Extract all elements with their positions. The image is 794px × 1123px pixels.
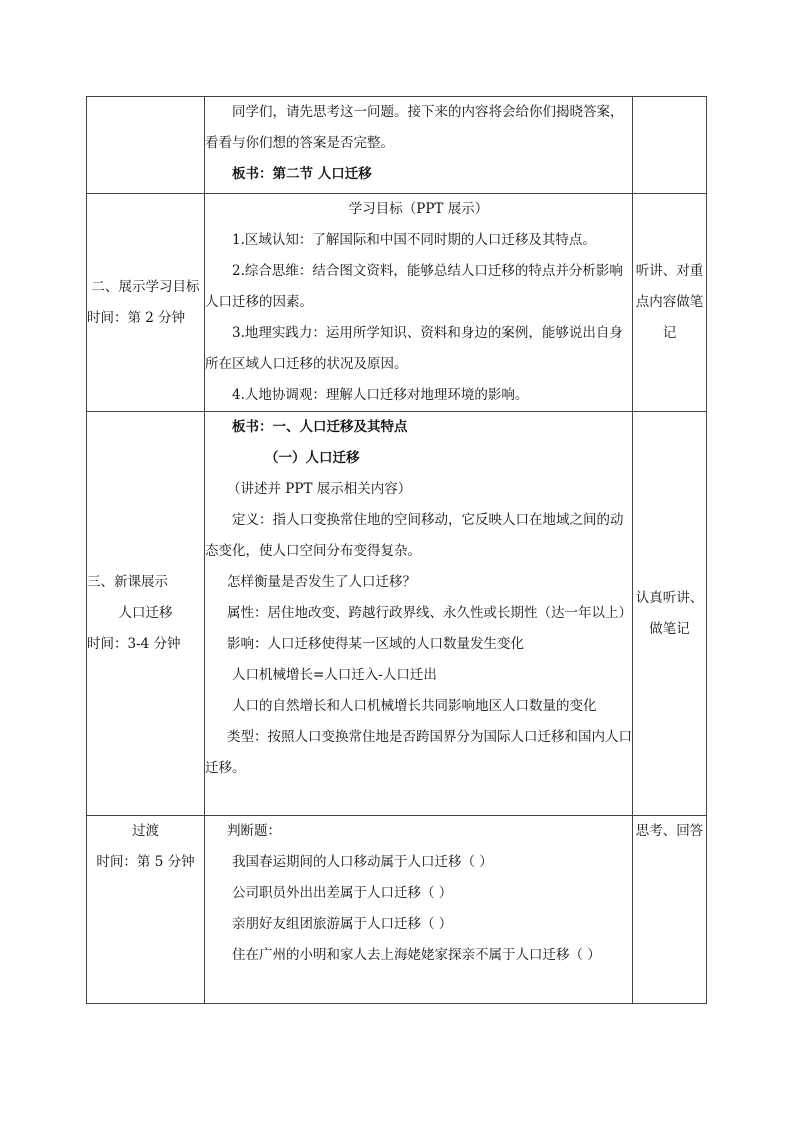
activity-text: 听讲、对重点内容做笔记: [635, 263, 704, 341]
content-cell: [205, 412, 633, 816]
stage-time: 时间：第 5 分钟: [96, 854, 195, 870]
stage-title: 二、展示学习目标: [91, 278, 200, 295]
quiz-item: 住在广州的小明和家人去上海姥姥家探亲不属于人口迁移（ ）: [232, 947, 601, 963]
content-line: 定义：指人口变换常住地的空间移动，它反映人口在地域之间的动态变化，使人口空间分布变得复杂。: [205, 512, 624, 559]
stage-time: 时间：3-4 分钟: [87, 636, 181, 652]
activity-text: 认真听讲、做笔记: [635, 589, 704, 637]
content-line: 影响：人口迁移使得某一区域的人口数量发生变化: [227, 636, 524, 652]
quiz-item: 我国春运期间的人口移动属于人口迁移（ ）: [232, 854, 493, 870]
stage-time: 时间：第 2 分钟: [87, 309, 186, 326]
stage-cell: [87, 97, 205, 194]
table-row: [87, 97, 707, 194]
stage-subtitle: 人口迁移: [118, 605, 173, 621]
lesson-plan-table: [86, 96, 707, 1004]
table-row: [87, 194, 707, 412]
blackboard-heading: 板书：一、人口迁移及其特点: [232, 419, 408, 435]
blackboard-subheading: （一）人口迁移: [265, 450, 360, 466]
activity-cell: [633, 816, 707, 1004]
content-line: （讲述并 PPT 展示相关内容）: [227, 481, 412, 497]
content-line: 1.区域认知：了解国际和中国不同时期的人口迁移及其特点。: [232, 232, 596, 248]
stage-title: 过渡: [132, 823, 159, 839]
content-line: 类型：按照人口变换常住地是否跨国界分为国际人口迁移和国内人口迁移。: [205, 729, 632, 776]
quiz-item: 亲朋好友组团旅游属于人口迁移（ ）: [232, 916, 453, 932]
stage-cell: [87, 412, 205, 816]
content-line: 看看与你们想的答案是否完整。: [205, 135, 394, 151]
content-cell: [205, 97, 633, 194]
table-row: [87, 412, 707, 816]
content-line: 人口的自然增长和人口机械增长共同影响地区人口数量的变化: [232, 698, 597, 714]
blackboard-heading: 板书：第二节 人口迁移: [232, 166, 372, 182]
stage-title: 三、新课展示: [87, 574, 168, 590]
content-line: 人口机械增长=人口迁入-人口迁出: [232, 667, 437, 683]
content-line: 4.人地协调观：理解人口迁移对地理环境的影响。: [232, 387, 529, 403]
activity-cell: [633, 97, 707, 194]
content-cell: [205, 194, 633, 412]
activity-cell: [633, 412, 707, 816]
table-row: [87, 816, 707, 1004]
stage-cell: [87, 816, 205, 1004]
activity-cell: [633, 194, 707, 412]
stage-cell: [87, 194, 205, 412]
content-line: 3.地理实践力：运用所学知识、资料和身边的案例，能够说出自身所在区域人口迁移的状况及原因。: [205, 325, 623, 372]
content-line: 怎样衡量是否发生了人口迁移？: [227, 574, 416, 590]
quiz-item: 公司职员外出出差属于人口迁移（ ）: [232, 885, 453, 901]
content-line: 属性：居住地改变、跨越行政界线、永久性或长期性（达一年以上）: [227, 605, 632, 621]
content-line: 2.综合思维：结合图文资料，能够总结人口迁移的特点并分析影响人口迁移的因素。: [205, 263, 623, 310]
content-line: 学习目标（PPT 展示）: [348, 201, 489, 217]
content-cell: [205, 816, 633, 1004]
content-line: 同学们，请先思考这一问题。接下来的内容将会给你们揭晓答案，: [232, 104, 624, 120]
content-line: 判断题：: [227, 823, 281, 839]
activity-text: 思考、回答: [635, 823, 704, 839]
